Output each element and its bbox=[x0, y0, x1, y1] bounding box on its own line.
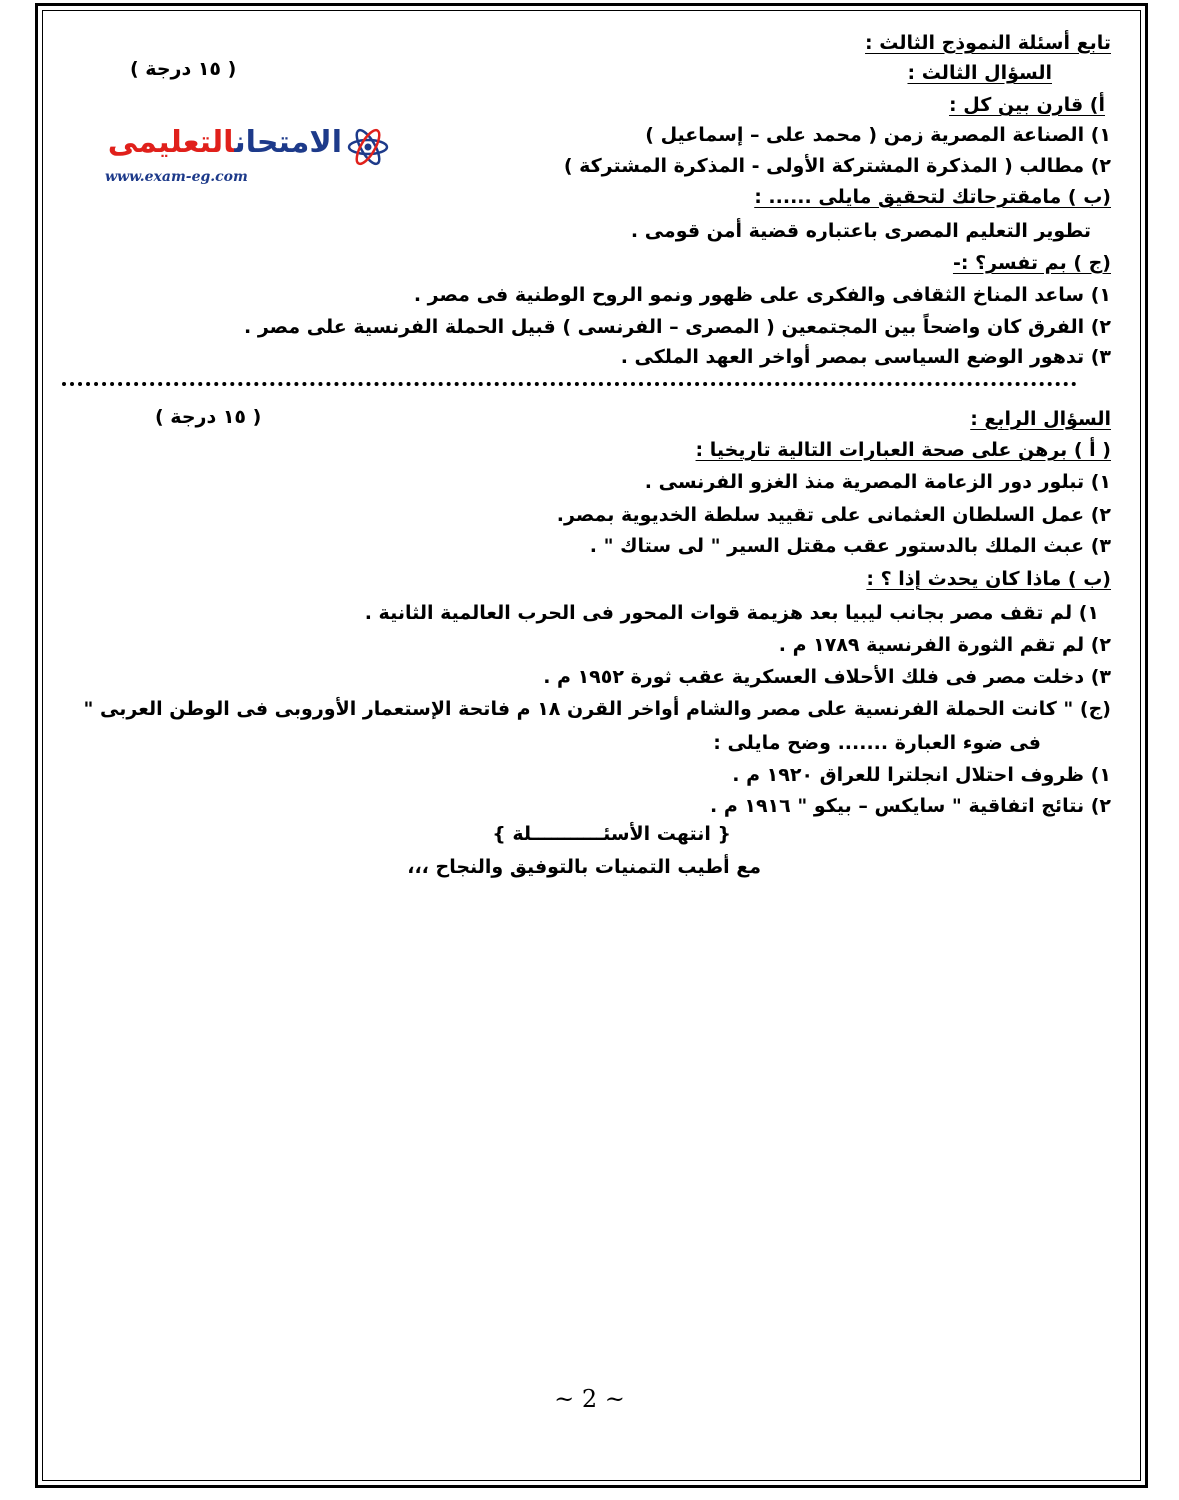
q3-grade: ( ١٥ درجة ) bbox=[130, 58, 237, 80]
logo-name-part1: الامتحان bbox=[234, 125, 342, 160]
section-divider bbox=[62, 382, 1077, 386]
page-number: ~ 2 ~ bbox=[554, 1385, 625, 1413]
q4-a-item-2: ٢) عمل السلطان العثمانى على تقييد سلطة الخديوية بمصر. bbox=[556, 504, 1111, 526]
q4-b-item-3: ٣) دخلت مصر فى فلك الأحلاف العسكرية عقب ثورة ١٩٥٢ م . bbox=[543, 666, 1111, 688]
q3-b-heading: (ب ) مامقترحاتك لتحقيق مايلى ...... : bbox=[754, 186, 1111, 208]
q3-c-item-2: ٢) الفرق كان واضحاً بين المجتمعين ( المصرى – الفرنسى ) قبيل الحملة الفرنسية على مصر . bbox=[244, 316, 1111, 338]
site-logo bbox=[100, 125, 390, 185]
q4-a-item-1: ١) تبلور دور الزعامة المصرية منذ الغزو الفرنسى . bbox=[644, 471, 1111, 493]
q4-b-item-2: ٢) لم تقم الثورة الفرنسية ١٧٨٩ م . bbox=[778, 634, 1111, 656]
q3-c-heading: (ج ) بم تفسر؟ :- bbox=[952, 252, 1111, 274]
q4-a-heading: ( أ ) برهن على صحة العبارات التالية تاريخيا : bbox=[695, 439, 1111, 461]
logo-text bbox=[108, 125, 342, 160]
q4-a-item-3: ٣) عبث الملك بالدستور عقب مقتل السير " لى ستاك " . bbox=[589, 535, 1111, 557]
q4-grade: ( ١٥ درجة ) bbox=[155, 406, 262, 428]
q4-c-line-1: (ج) " كانت الحملة الفرنسية على مصر والشام أواخر القرن ١٨ م فاتحة الإستعمار الأوروبى فى الوطن العربى " bbox=[83, 698, 1111, 720]
q3-c-item-3: ٣) تدهور الوضع السياسى بمصر أواخر العهد الملكى . bbox=[620, 346, 1111, 368]
q4-b-heading: (ب ) ماذا كان يحدث إذا ؟ : bbox=[866, 568, 1111, 590]
end-of-questions: { انتهت الأسئـــــــــــلة } bbox=[492, 823, 731, 845]
q3-a-item-1: ١) الصناعة المصرية زمن ( محمد على – إسماعيل ) bbox=[645, 124, 1111, 146]
atom-icon bbox=[346, 127, 390, 167]
q4-c-item-1: ١) ظروف احتلال انجلترا للعراق ١٩٢٠ م . bbox=[732, 764, 1111, 786]
page-title: تابع أسئلة النموذج الثالث : bbox=[865, 32, 1111, 54]
q4-b-item-1: ١) لم تقف مصر بجانب ليبيا بعد هزيمة قوات المحور فى الحرب العالمية الثانية . bbox=[364, 602, 1099, 624]
q3-heading: السؤال الثالث : bbox=[907, 62, 1052, 84]
q4-c-item-2: ٢) نتائج اتفاقية " سايكس – بيكو " ١٩١٦ م . bbox=[709, 795, 1111, 817]
q4-c-line-2: فى ضوء العبارة ....... وضح مايلى : bbox=[713, 732, 1041, 754]
best-wishes: مع أطيب التمنيات بالتوفيق والنجاح ،،، bbox=[407, 856, 761, 878]
q3-b-text: تطوير التعليم المصرى باعتباره قضية أمن قومى . bbox=[630, 220, 1091, 242]
q3-a-item-2: ٢) مطالب ( المذكرة المشتركة الأولى - المذكرة المشتركة ) bbox=[563, 155, 1111, 177]
q3-a-heading: أ) قارن بين كل : bbox=[949, 94, 1105, 116]
q3-c-item-1: ١) ساعد المناخ الثقافى والفكرى على ظهور ونمو الروح الوطنية فى مصر . bbox=[413, 284, 1111, 306]
q4-heading: السؤال الرابع : bbox=[970, 408, 1111, 430]
logo-name-part2: التعليمى bbox=[107, 125, 235, 160]
logo-url: www.exam-eg.com bbox=[105, 169, 248, 185]
